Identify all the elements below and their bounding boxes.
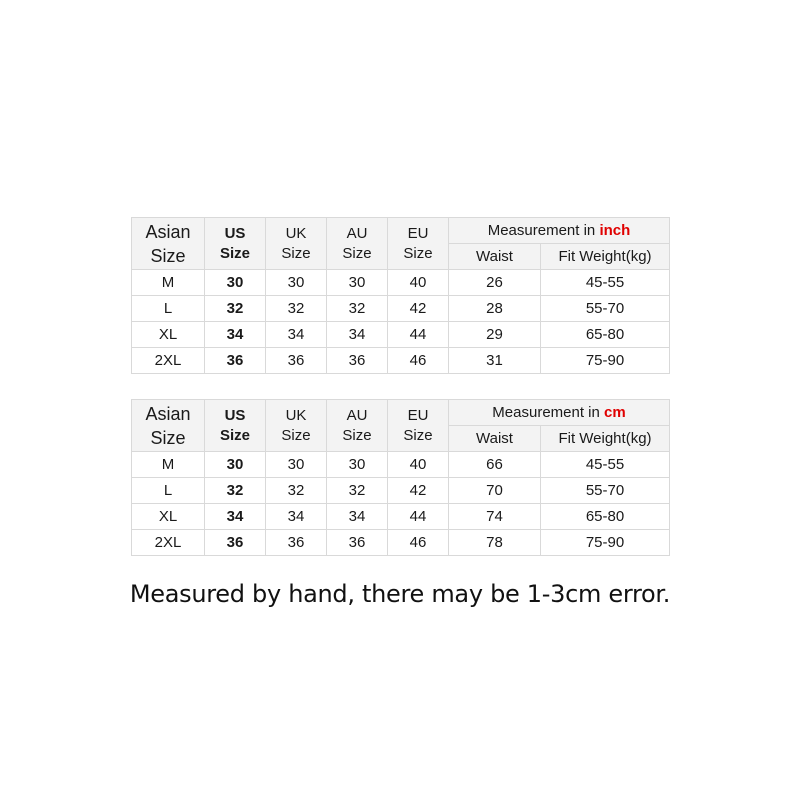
cell-fit-weight: 75-90 (541, 530, 670, 556)
cell-uk: 32 (266, 296, 327, 322)
cell-waist: 74 (449, 504, 541, 530)
header-eu-line2: Size (403, 244, 433, 262)
cell-us: 30 (205, 452, 266, 478)
header-asian-size (132, 400, 205, 452)
cell-waist: 26 (449, 270, 541, 296)
cell-eu: 42 (388, 296, 449, 322)
table-row (132, 322, 670, 348)
cell-uk: 36 (266, 530, 327, 556)
header-eu-line1: EU (407, 406, 429, 424)
header-fit-weight: Fit Weight(kg) (541, 244, 670, 270)
cell-eu: 42 (388, 478, 449, 504)
cell-au: 32 (327, 296, 388, 322)
header-eu-size (388, 218, 449, 270)
cell-us: 34 (205, 504, 266, 530)
header-us-line1: US (224, 406, 246, 424)
cell-au: 36 (327, 530, 388, 556)
header-au-line2: Size (342, 244, 372, 262)
header-us-line2: Size (219, 244, 250, 262)
cell-fit-weight: 45-55 (541, 452, 670, 478)
cell-waist: 66 (449, 452, 541, 478)
measurement-prefix: Measurement in (487, 222, 600, 239)
cell-fit-weight: 55-70 (541, 296, 670, 322)
cell-au: 34 (327, 322, 388, 348)
table-row (132, 348, 670, 374)
header-eu-size (388, 400, 449, 452)
cell-asian: L (132, 478, 205, 504)
cell-fit-weight: 65-80 (541, 504, 670, 530)
header-uk-line2: Size (281, 426, 311, 444)
cell-eu: 46 (388, 530, 449, 556)
cell-uk: 30 (266, 270, 327, 296)
header-fit-weight: Fit Weight(kg) (541, 426, 670, 452)
table-row (132, 504, 670, 530)
cell-uk: 30 (266, 452, 327, 478)
cell-eu: 44 (388, 322, 449, 348)
cell-eu: 46 (388, 348, 449, 374)
cell-waist: 78 (449, 530, 541, 556)
cell-uk: 34 (266, 322, 327, 348)
header-au-size (327, 400, 388, 452)
cell-fit-weight: 65-80 (541, 322, 670, 348)
table-row (132, 478, 670, 504)
cell-asian: M (132, 452, 205, 478)
measurement-prefix: Measurement in (492, 404, 605, 421)
table-header-row (132, 218, 670, 244)
cell-au: 32 (327, 478, 388, 504)
header-us-size (205, 400, 266, 452)
cell-asian: 2XL (132, 348, 205, 374)
cell-fit-weight: 55-70 (541, 478, 670, 504)
header-uk-line2: Size (281, 244, 311, 262)
cell-uk: 32 (266, 478, 327, 504)
cell-us: 32 (205, 296, 266, 322)
header-waist: Waist (449, 426, 541, 452)
cell-us: 34 (205, 322, 266, 348)
table-row (132, 296, 670, 322)
cell-eu: 44 (388, 504, 449, 530)
header-uk-size (266, 218, 327, 270)
cell-eu: 40 (388, 270, 449, 296)
header-uk-line1: UK (285, 224, 307, 242)
header-asian-line1: Asian (145, 221, 191, 242)
cell-au: 36 (327, 348, 388, 374)
header-waist: Waist (449, 244, 541, 270)
cell-us: 36 (205, 530, 266, 556)
cell-au: 34 (327, 504, 388, 530)
cell-asian: 2XL (132, 530, 205, 556)
cell-asian: M (132, 270, 205, 296)
cell-waist: 29 (449, 322, 541, 348)
cell-asian: XL (132, 322, 205, 348)
header-au-line2: Size (342, 426, 372, 444)
header-measurement (449, 400, 670, 426)
measurement-unit: inch (599, 222, 631, 239)
size-table-cm (131, 399, 670, 556)
table-row (132, 270, 670, 296)
header-measurement (449, 218, 670, 244)
size-table-inch (131, 217, 670, 374)
header-eu-line1: EU (407, 224, 429, 242)
table-row (132, 530, 670, 556)
table-row (132, 452, 670, 478)
table-header-row (132, 400, 670, 426)
header-uk-size (266, 400, 327, 452)
cell-asian: XL (132, 504, 205, 530)
cell-fit-weight: 75-90 (541, 348, 670, 374)
header-asian-line1: Asian (145, 403, 191, 424)
header-us-line1: US (224, 224, 246, 242)
header-asian-size (132, 218, 205, 270)
header-au-size (327, 218, 388, 270)
cell-waist: 31 (449, 348, 541, 374)
cell-us: 32 (205, 478, 266, 504)
cell-waist: 28 (449, 296, 541, 322)
cell-fit-weight: 45-55 (541, 270, 670, 296)
cell-eu: 40 (388, 452, 449, 478)
cell-au: 30 (327, 270, 388, 296)
cell-us: 36 (205, 348, 266, 374)
cell-uk: 36 (266, 348, 327, 374)
header-au-line1: AU (346, 406, 368, 424)
header-us-line2: Size (219, 426, 250, 444)
cell-waist: 70 (449, 478, 541, 504)
measurement-unit: cm (604, 404, 626, 421)
header-eu-line2: Size (403, 426, 433, 444)
header-uk-line1: UK (285, 406, 307, 424)
cell-asian: L (132, 296, 205, 322)
header-asian-line2: Size (150, 427, 186, 448)
cell-us: 30 (205, 270, 266, 296)
cell-uk: 34 (266, 504, 327, 530)
header-us-size (205, 218, 266, 270)
measurement-note: Measured by hand, there may be 1-3cm error. (129, 580, 671, 608)
cell-au: 30 (327, 452, 388, 478)
header-au-line1: AU (346, 224, 368, 242)
header-asian-line2: Size (150, 245, 186, 266)
